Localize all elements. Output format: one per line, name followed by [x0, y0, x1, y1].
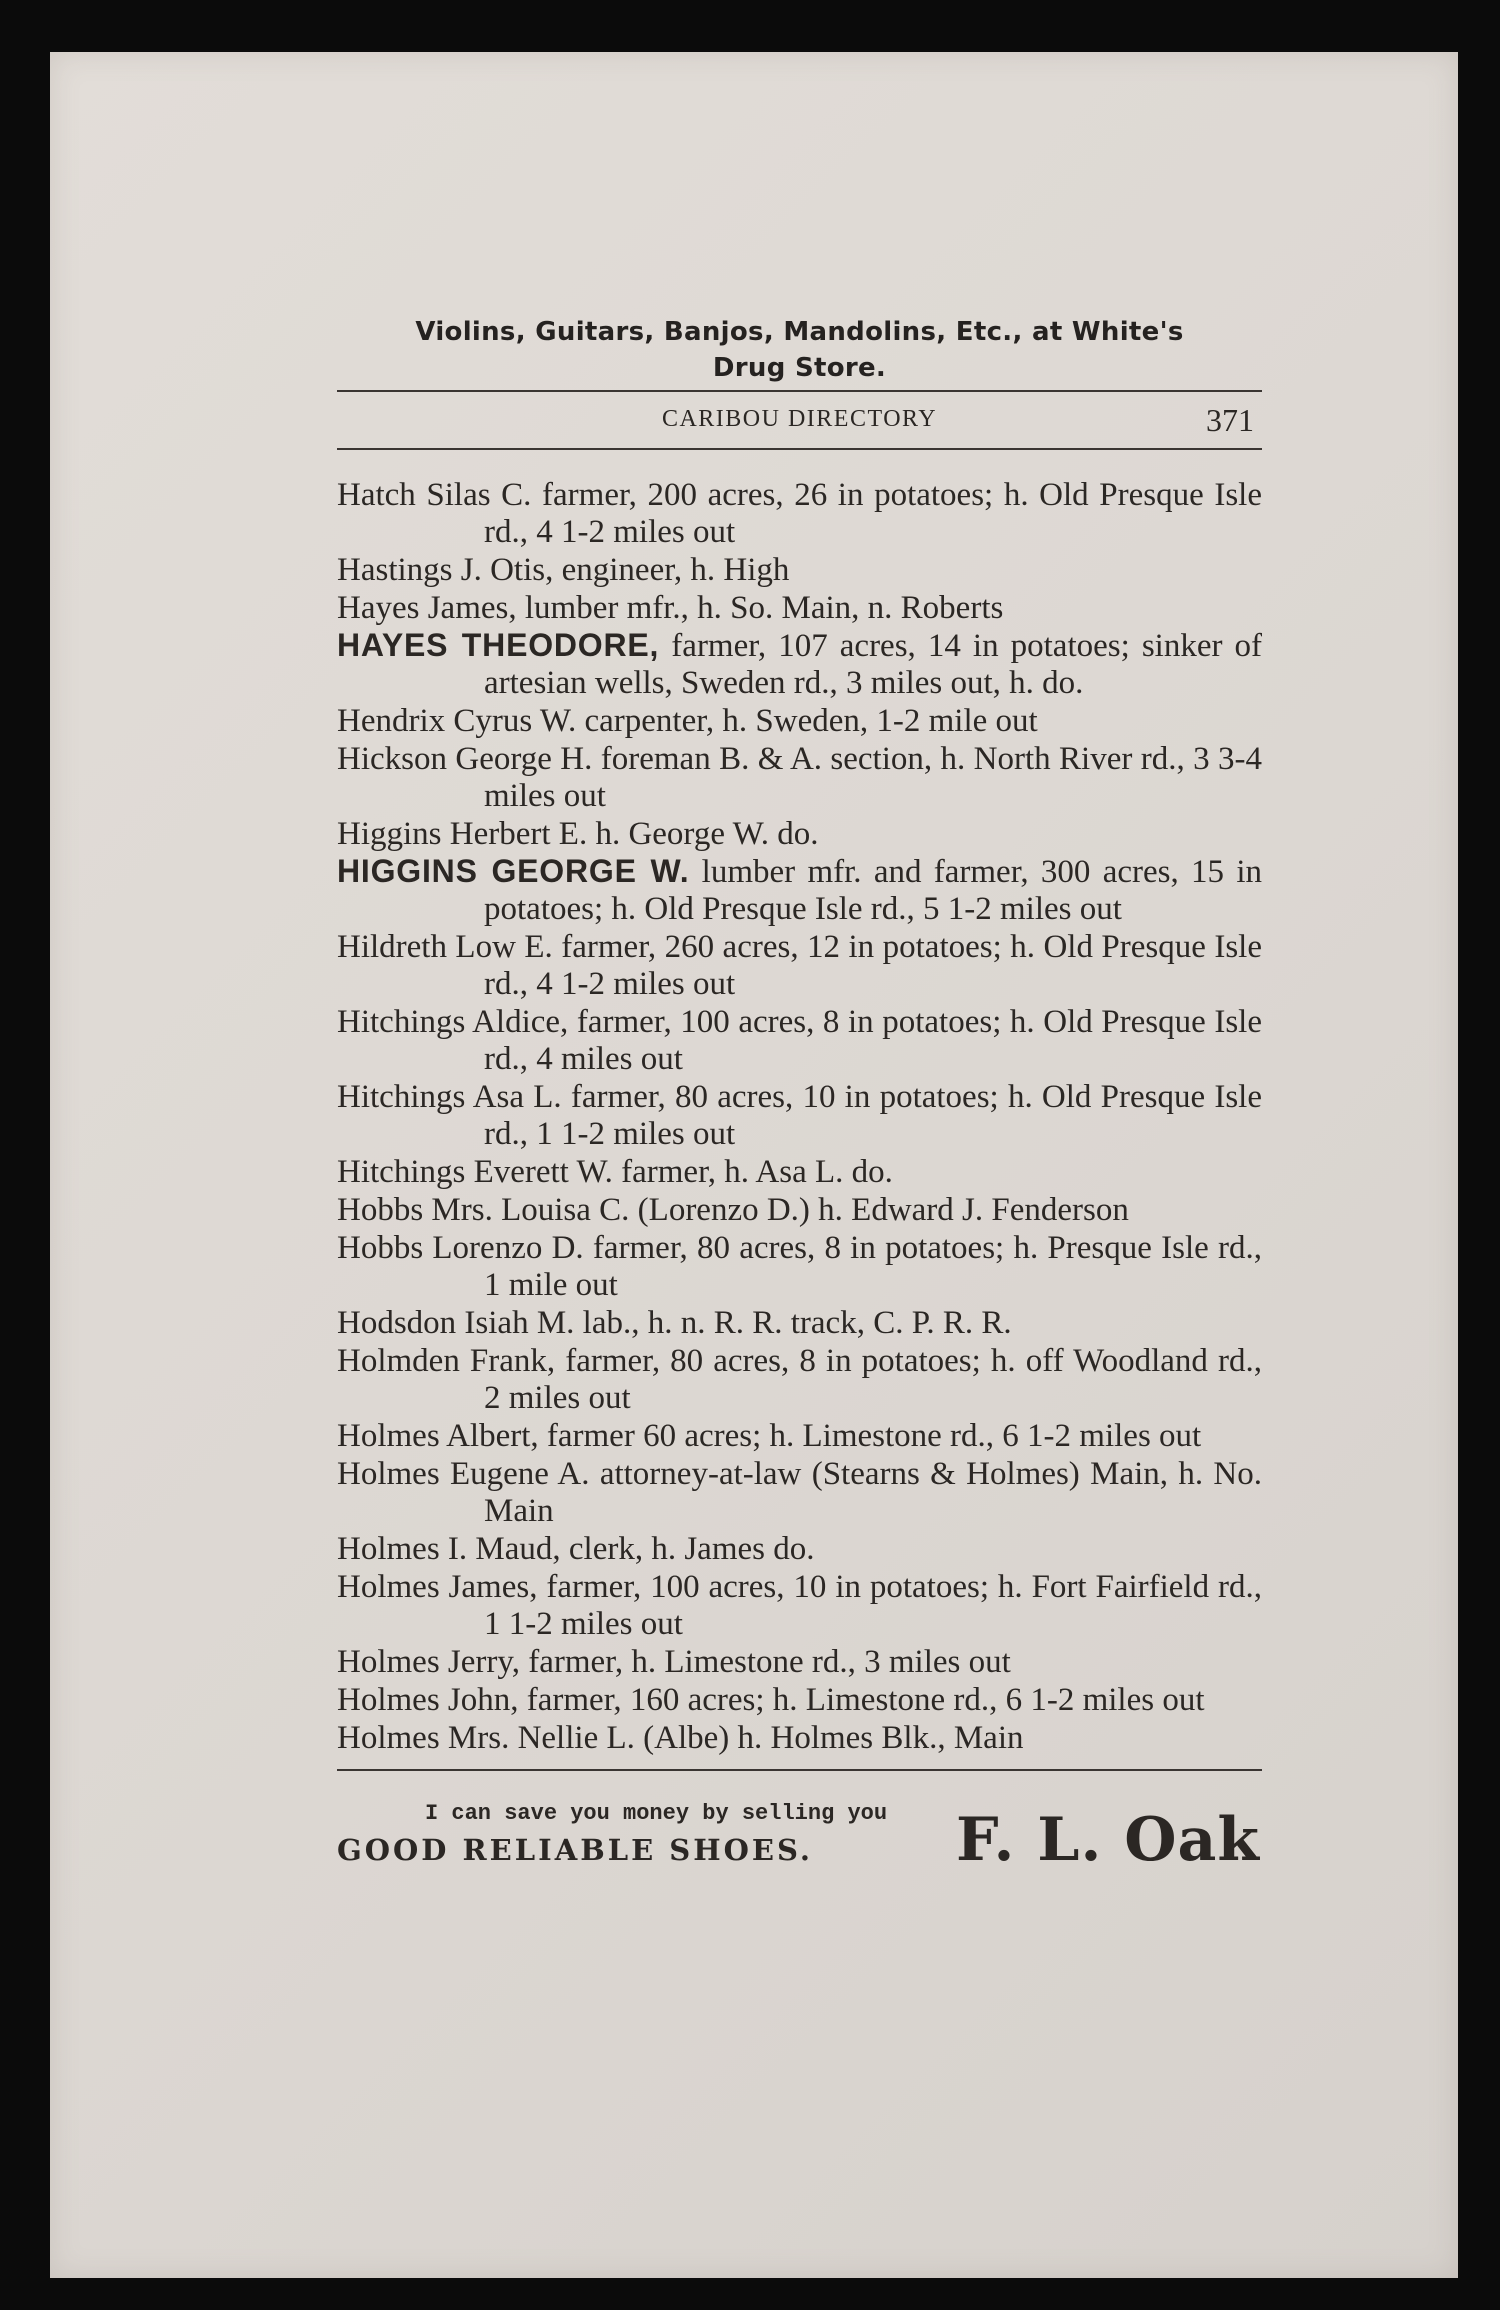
bottom-advertisement — [337, 1785, 1262, 1895]
bottom-ad-line-1: I can save you money by selling you — [425, 1801, 888, 1826]
bottom-ad-brand: F. L. Oak — [955, 1805, 1260, 1875]
directory-entry: HAYES THEODORE, farmer, 107 acres, 14 in potatoes; sinker of artesian wells, Sweden rd., 3 miles out, h. do. — [337, 627, 1263, 701]
directory-entry: Holmes Albert, farmer 60 acres; h. Limestone rd., 6 1-2 miles out — [337, 1418, 1202, 1454]
directory-entry: Hobbs Mrs. Louisa C. (Lorenzo D.) h. Edward J. Fenderson — [337, 1192, 1129, 1228]
top-ad-line-1: Violins, Guitars, Banjos, Mandolins, Etc., at White's — [415, 317, 1184, 347]
bottom-ad-line-2: GOOD RELIABLE SHOES. — [337, 1833, 814, 1867]
directory-entry: HIGGINS GEORGE W. lumber mfr. and farmer, 300 acres, 15 in potatoes; h. Old Presque Isle rd., 5 1-2 miles out — [337, 853, 1262, 927]
directory-entry: Hatch Silas C. farmer, 200 acres, 26 in potatoes; h. Old Presque Isle rd., 4 1-2 miles out — [337, 477, 1262, 550]
directory-entry: Higgins Herbert E. h. George W. do. — [337, 816, 819, 852]
directory-entry: Hastings J. Otis, engineer, h. High — [337, 552, 790, 588]
directory-entry: Holmes Jerry, farmer, h. Limestone rd., 3 miles out — [337, 1644, 1011, 1680]
directory-entry: Hobbs Lorenzo D. farmer, 80 acres, 8 in potatoes; h. Presque Isle rd., 1 mile out — [337, 1230, 1262, 1303]
bottom-ad-rule — [337, 1769, 1262, 1771]
directory-entry: Hickson George H. foreman B. & A. section, h. North River rd., 3 3-4 miles out — [337, 741, 1262, 814]
page-content — [337, 314, 1262, 1895]
directory-entry: Holmes John, farmer, 160 acres; h. Limestone rd., 6 1-2 miles out — [337, 1682, 1205, 1718]
directory-entry: Hitchings Aldice, farmer, 100 acres, 8 in potatoes; h. Old Presque Isle rd., 4 miles out — [337, 1004, 1262, 1077]
directory-entry: Hodsdon Isiah M. lab., h. n. R. R. track, C. P. R. R. — [337, 1305, 1012, 1341]
directory-entry: Hendrix Cyrus W. carpenter, h. Sweden, 1-2 mile out — [337, 703, 1038, 739]
running-head — [337, 392, 1262, 448]
page-number: 371 — [1206, 402, 1254, 438]
top-ad-line-2: Drug Store. — [712, 353, 887, 383]
directory-entry: Holmes Eugene A. attorney-at-law (Stearns & Holmes) Main, h. No. Main — [337, 1456, 1262, 1529]
directory-entry: Hildreth Low E. farmer, 260 acres, 12 in potatoes; h. Old Presque Isle rd., 4 1-2 miles out — [337, 929, 1262, 1002]
directory-entry: Holmden Frank, farmer, 80 acres, 8 in potatoes; h. off Woodland rd., 2 miles out — [337, 1343, 1262, 1416]
running-head-rule — [337, 448, 1262, 450]
directory-entry: Holmes Mrs. Nellie L. (Albe) h. Holmes Blk., Main — [337, 1720, 1024, 1756]
running-head-title: CARIBOU DIRECTORY — [661, 406, 938, 432]
directory-entries — [337, 476, 1262, 1757]
top-advertisement — [337, 314, 1262, 386]
directory-entry: Hitchings Asa L. farmer, 80 acres, 10 in potatoes; h. Old Presque Isle rd., 1 1-2 miles out — [337, 1079, 1262, 1152]
directory-entry: Hayes James, lumber mfr., h. So. Main, n. Roberts — [337, 590, 1004, 626]
directory-entry: Hitchings Everett W. farmer, h. Asa L. do. — [337, 1154, 893, 1190]
directory-entry: Holmes James, farmer, 100 acres, 10 in potatoes; h. Fort Fairfield rd., 1 1-2 miles out — [337, 1569, 1262, 1642]
directory-page — [50, 52, 1458, 2278]
directory-entry: Holmes I. Maud, clerk, h. James do. — [337, 1531, 815, 1567]
